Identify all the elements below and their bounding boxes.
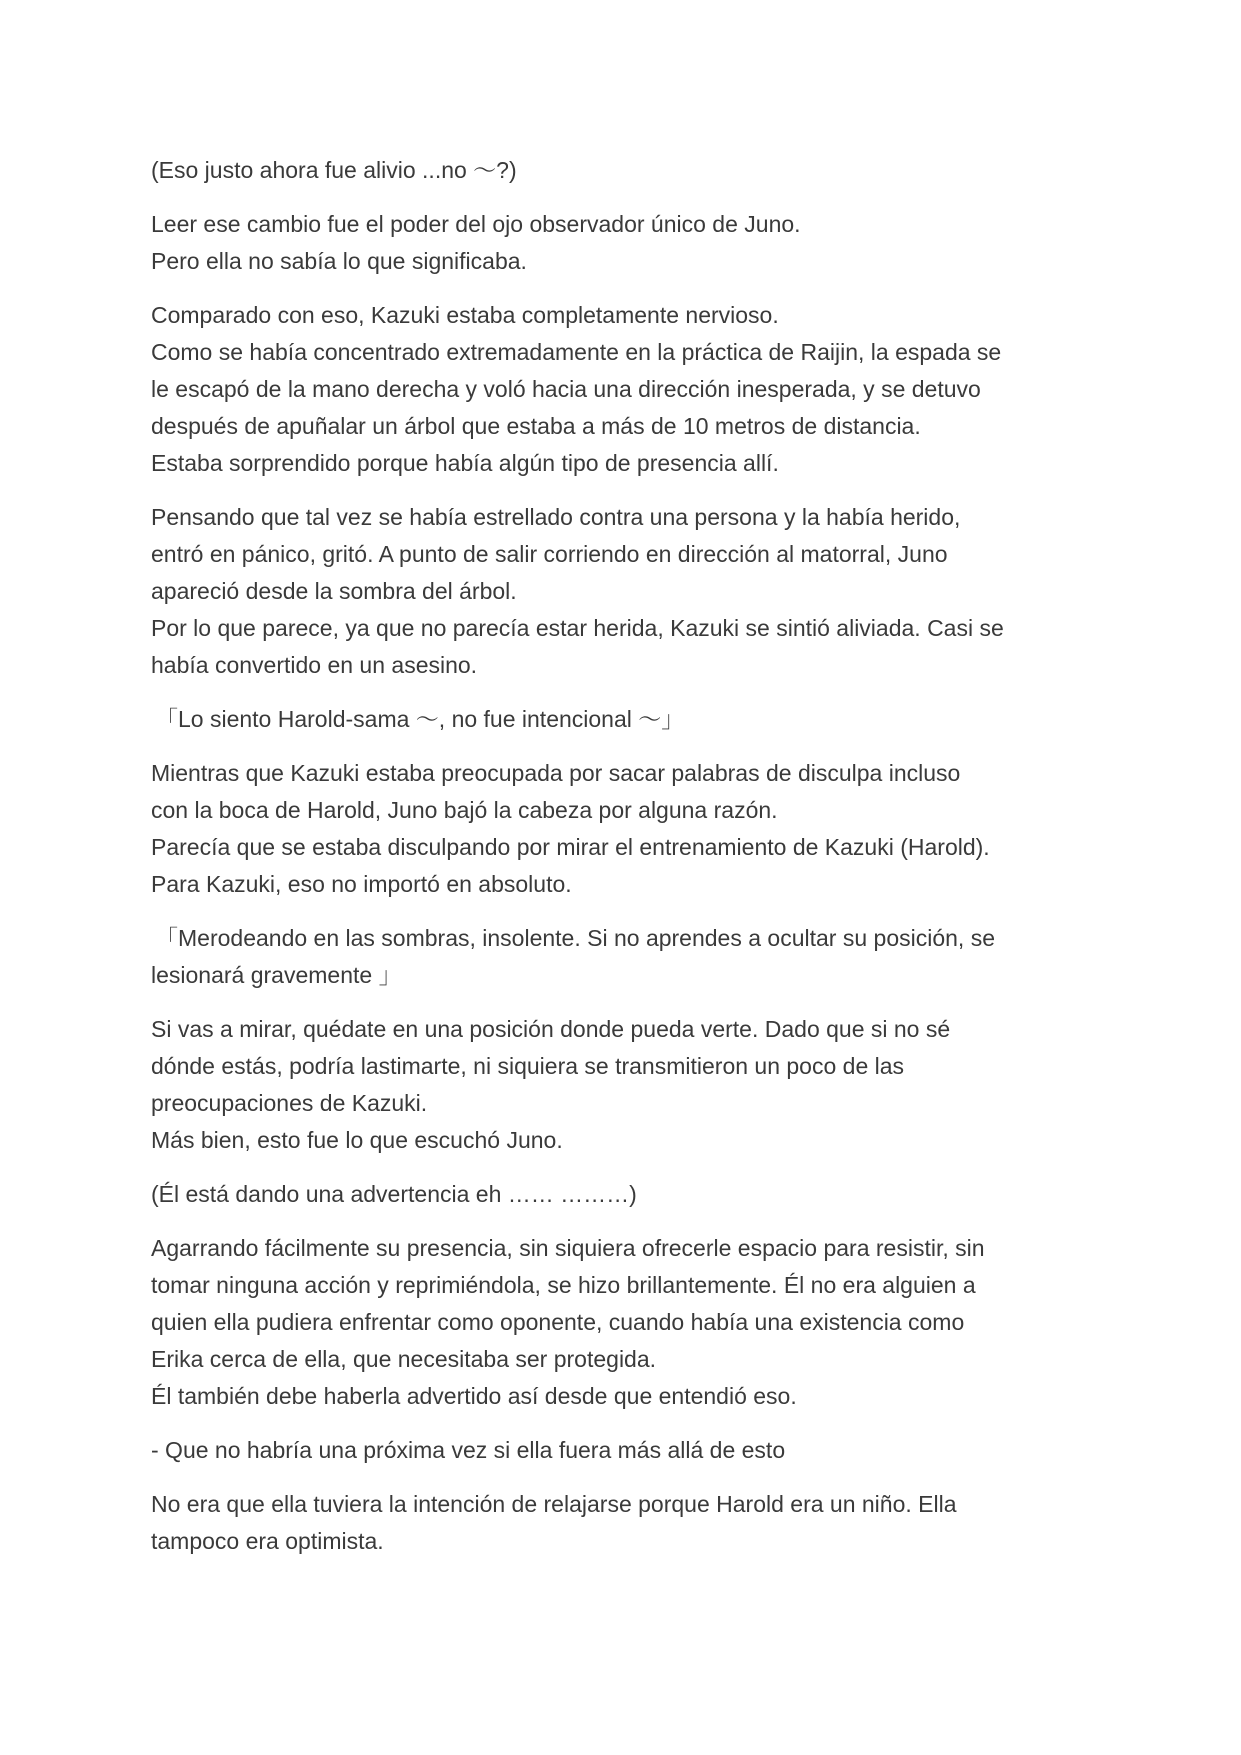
text-line: quien ella pudiera enfrentar como oponente, cuando había una existencia como bbox=[151, 1309, 965, 1335]
text-line: Estaba sorprendido porque había algún tipo de presencia allí. bbox=[151, 450, 779, 476]
text-line: Leer ese cambio fue el poder del ojo observador único de Juno. bbox=[151, 211, 801, 237]
paragraph-9 bbox=[151, 1176, 1097, 1213]
text-line: entró en pánico, gritó. A punto de salir corriendo en dirección al matorral, Juno bbox=[151, 541, 948, 567]
paragraph-10 bbox=[151, 1230, 1097, 1415]
text-line: después de apuñalar un árbol que estaba a más de 10 metros de distancia. bbox=[151, 413, 921, 439]
text-line: Él también debe haberla advertido así desde que entendió eso. bbox=[151, 1383, 797, 1409]
text-line: 「Lo siento Harold-sama ～, no fue intencional ～」 bbox=[155, 706, 685, 732]
paragraph-6 bbox=[151, 755, 1097, 903]
paragraph-3 bbox=[151, 297, 1097, 482]
text-line: Más bien, esto fue lo que escuchó Juno. bbox=[151, 1127, 563, 1153]
paragraph-1 bbox=[151, 152, 1097, 189]
text-line: Agarrando fácilmente su presencia, sin siquiera ofrecerle espacio para resistir, sin bbox=[151, 1235, 985, 1261]
paragraph-2 bbox=[151, 206, 1097, 280]
text-line: Pensando que tal vez se había estrellado contra una persona y la había herido, bbox=[151, 504, 961, 530]
text-line: Parecía que se estaba disculpando por mirar el entrenamiento de Kazuki (Harold). bbox=[151, 834, 990, 860]
text-line: No era que ella tuviera la intención de relajarse porque Harold era un niño. Ella bbox=[151, 1491, 957, 1517]
text-line: apareció desde la sombra del árbol. bbox=[151, 578, 517, 604]
document-body bbox=[151, 152, 1097, 1577]
text-line: Erika cerca de ella, que necesitaba ser protegida. bbox=[151, 1346, 657, 1372]
text-line: dónde estás, podría lastimarte, ni siquiera se transmitieron un poco de las bbox=[151, 1053, 905, 1079]
text-line: tomar ninguna acción y reprimiéndola, se hizo brillantemente. Él no era alguien a bbox=[151, 1272, 976, 1298]
paragraph-12 bbox=[151, 1486, 1097, 1560]
text-line: Como se había concentrado extremadamente en la práctica de Raijin, la espada se bbox=[151, 339, 1002, 365]
paragraph-8 bbox=[151, 1011, 1097, 1159]
text-line: Comparado con eso, Kazuki estaba completamente nervioso. bbox=[151, 302, 779, 328]
text-line: 「Merodeando en las sombras, insolente. Si no aprendes a ocultar su posición, se bbox=[155, 925, 995, 951]
text-line: tampoco era optimista. bbox=[151, 1528, 384, 1554]
text-line: preocupaciones de Kazuki. bbox=[151, 1090, 428, 1116]
dialogue-juno bbox=[151, 701, 1097, 738]
text-line: con la boca de Harold, Juno bajó la cabeza por alguna razón. bbox=[151, 797, 778, 823]
text-line: Si vas a mirar, quédate en una posición donde pueda verte. Dado que si no sé bbox=[151, 1016, 951, 1042]
text-line: (Eso justo ahora fue alivio ...no ～?) bbox=[151, 157, 517, 183]
text-line: - Que no habría una próxima vez si ella fuera más allá de esto bbox=[151, 1437, 786, 1463]
text-line: había convertido en un asesino. bbox=[151, 652, 478, 678]
text-line: Pero ella no sabía lo que significaba. bbox=[151, 248, 527, 274]
text-line: Por lo que parece, ya que no parecía estar herida, Kazuki se sintió aliviada. Casi se bbox=[151, 615, 1004, 641]
text-line: lesionará gravemente 」 bbox=[151, 962, 402, 988]
dialogue-harold bbox=[151, 920, 1097, 994]
text-line: Para Kazuki, eso no importó en absoluto. bbox=[151, 871, 572, 897]
text-line: (Él está dando una advertencia eh …… ………) bbox=[151, 1181, 637, 1207]
text-line: Mientras que Kazuki estaba preocupada por sacar palabras de disculpa incluso bbox=[151, 760, 961, 786]
paragraph-4 bbox=[151, 499, 1097, 684]
text-line: le escapó de la mano derecha y voló hacia una dirección inesperada, y se detuvo bbox=[151, 376, 981, 402]
paragraph-11 bbox=[151, 1432, 1097, 1469]
